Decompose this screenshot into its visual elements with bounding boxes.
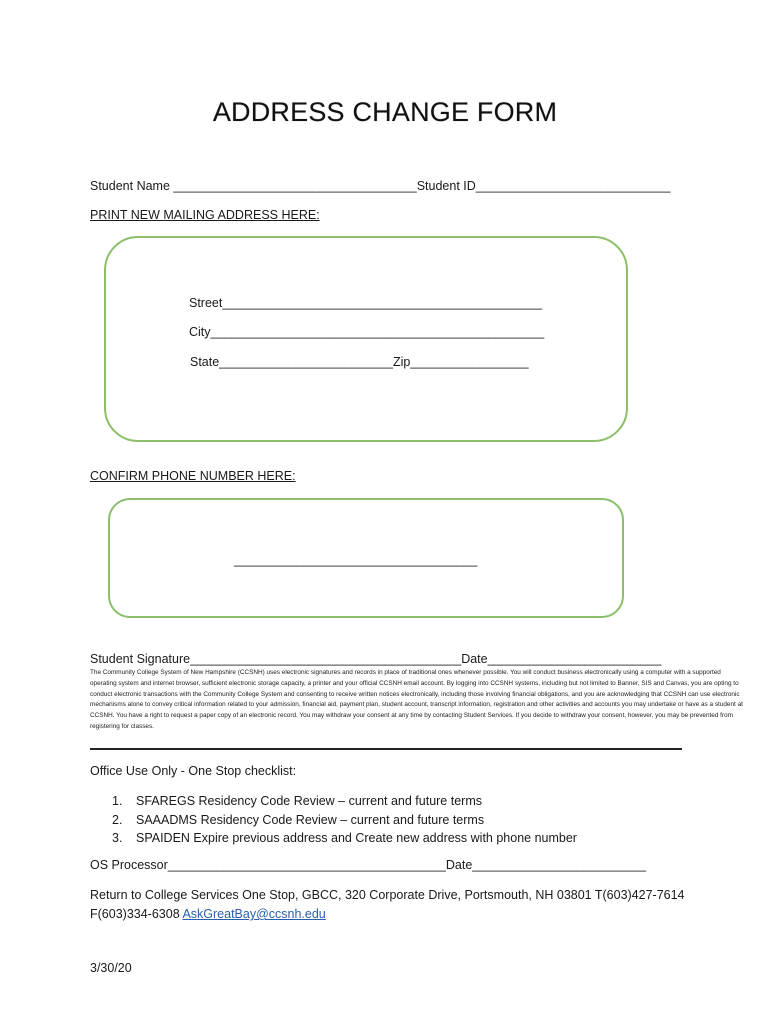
checklist-item [112,811,577,830]
street-field[interactable]: Street______________________________________________ [189,296,543,310]
checklist-text: SPAIDEN Expire previous address and Create new address with phone number [136,831,577,845]
return-address-line: Return to College Services One Stop, GBCC, 320 Corporate Drive, Portsmouth, NH 03801 T(603)427-7614 [90,888,685,902]
phone-field[interactable]: ___________________________________ [234,553,478,567]
checklist-text: SAAADMS Residency Code Review – current and future terms [136,812,485,827]
checklist-number: 2. [112,812,123,827]
print-mailing-address-heading: PRINT NEW MAILING ADDRESS HERE: [90,208,320,222]
form-title: ADDRESS CHANGE FORM [212,97,558,127]
checklist-item [112,792,577,811]
revision-date: 3/30/20 [90,961,132,975]
office-use-heading: Office Use Only - One Stop checklist: [90,764,297,778]
student-name-id-line: Student Name ___________________________________Student ID____________________________ [90,179,671,193]
state-zip-field[interactable]: State_________________________Zip_________________ [190,355,529,369]
confirm-phone-heading: CONFIRM PHONE NUMBER HERE: [90,469,296,483]
checklist-number: 1. [112,794,123,808]
city-field[interactable]: City________________________________________________ [189,325,545,339]
mailing-address-box [104,236,628,442]
email-link[interactable]: AskGreatBay@ccsnh.edu [182,907,326,921]
checklist-text: SFAREGS Residency Code Review – current and future terms [136,794,482,808]
os-processor-line[interactable]: OS Processor________________________________________Date_________________________ [90,858,647,872]
office-checklist [112,792,577,848]
checklist-item [112,829,577,848]
section-divider [90,748,682,750]
signature-date-line[interactable]: Student Signature_______________________________________Date_________________________ [90,652,662,666]
fax-email-line [90,907,326,921]
checklist-number: 3. [112,831,123,845]
fax-number: F(603)334-6308 [90,907,183,921]
electronic-consent-text: The Community College System of New Hampshire (CCSNH) uses electronic signatures and records in place of traditional ones whenever possible. You will conduct business electronically using a computer with a supported operating system and internet browser, sufficient electronic storage capacity, a printer and your official CCSNH email account. By logging into CCSNH systems, including but not limited to Banner, SIS and Canvas, you are opting to conduct electronic transactions with the Community College System and consenting to receive written notices electronically, including those involving financial obligations, and you are acknowledging that CCSNH can use electronic mechanisms alone to convey critical information related to your admission, financial aid, payment plan, student account, transcript information, registration and other activities and accounts you may undertake or have as a student at CCSNH. You have a right to request a paper copy of an electronic record. You may withdraw your consent at any time by contacting Student Services. If you decide to withdraw your consent, however, you may be prevented from registering for classes. [90,669,743,730]
